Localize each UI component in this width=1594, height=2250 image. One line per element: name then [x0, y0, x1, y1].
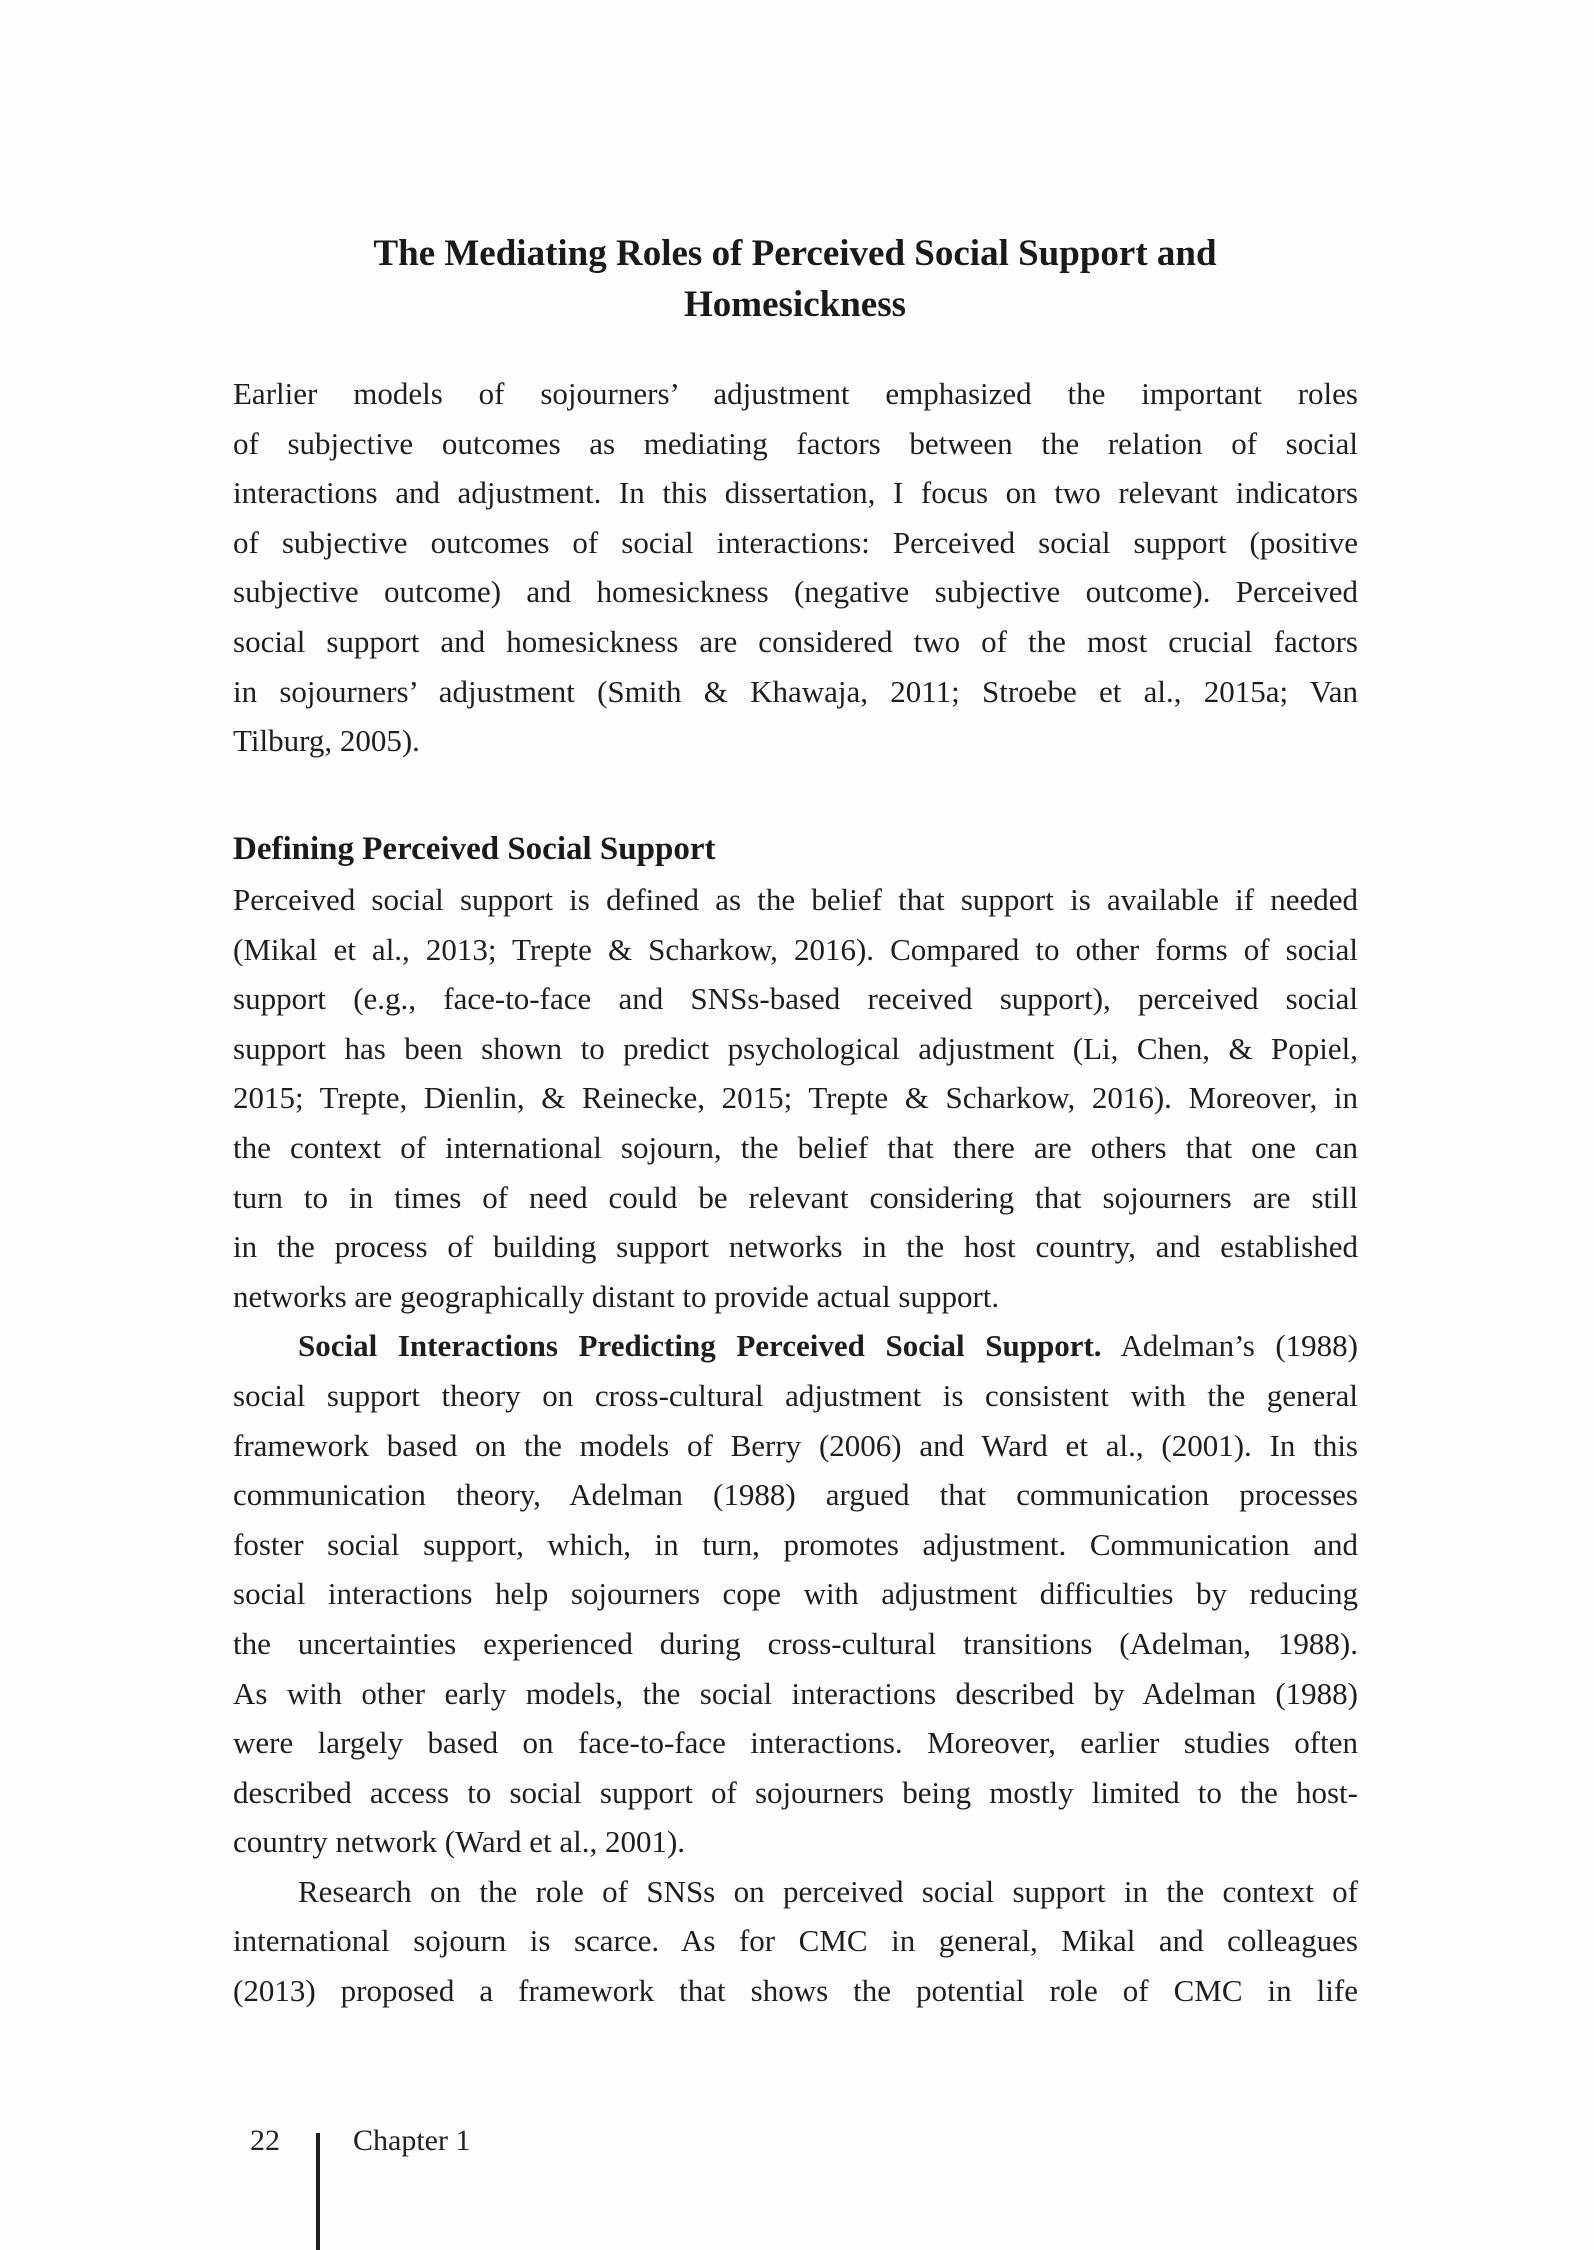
text-line: support has been shown to predict psychological adjustment (Li, Chen, & Popiel, — [233, 1030, 1358, 1066]
page-title-line-2: Homesickness — [684, 284, 906, 325]
text-line: (Mikal et al., 2013; Trepte & Scharkow, 2016). Compared to other forms of social — [233, 931, 1358, 967]
text-line: were largely based on face-to-face interactions. Moreover, earlier studies often — [233, 1725, 1358, 1761]
text-line: 2015; Trepte, Dienlin, & Reinecke, 2015; Trepte & Scharkow, 2016). Moreover, in — [233, 1080, 1358, 1116]
definition-paragraph — [233, 875, 1358, 2016]
text-line: of subjective outcomes of social interactions: Perceived social support (positive — [233, 524, 1358, 560]
text-line: Tilburg, 2005). — [233, 723, 420, 759]
text-line: Research on the role of SNSs on perceived social support in the context of — [298, 1873, 1358, 1909]
text-line: framework based on the models of Berry (2006) and Ward et al., (2001). In this — [233, 1427, 1358, 1463]
text-line: Perceived social support is defined as the belief that support is available if needed — [233, 882, 1358, 917]
text-line: (2013) proposed a framework that shows the potential role of CMC in life — [233, 1973, 1358, 2009]
text-line: turn to in times of need could be relevant considering that sojourners are still — [233, 1179, 1358, 1215]
section-heading: Defining Perceived Social Support — [233, 831, 716, 867]
text-line: social support and homesickness are considered two of the most crucial factors — [233, 623, 1358, 659]
text-line: social interactions help sojourners cope with adjustment difficulties by reducing — [233, 1576, 1358, 1612]
footer-divider — [316, 2133, 320, 2250]
page-title — [232, 228, 1358, 330]
text-line: in the process of building support networks in the host country, and established — [233, 1229, 1358, 1265]
text-line: Earlier models of sojourners’ adjustment emphasized the important roles — [233, 376, 1358, 411]
page-number: 22 — [250, 2124, 280, 2157]
text-line: described access to social support of sojourners being mostly limited to the host- — [233, 1774, 1358, 1810]
subsection-heading: Social Interactions Predicting Perceived Social Support. — [298, 1328, 1102, 1364]
text-line: of subjective outcomes as mediating factors between the relation of social — [233, 425, 1358, 461]
text-line: the context of international sojourn, the belief that there are others that one can — [233, 1129, 1358, 1165]
intro-paragraph — [233, 369, 1358, 766]
text-line: As with other early models, the social interactions described by Adelman (1988) — [233, 1675, 1358, 1711]
text-line: support (e.g., face-to-face and SNSs-based received support), perceived social — [233, 981, 1358, 1017]
running-footer-chapter: Chapter 1 — [353, 2124, 471, 2157]
text-line: foster social support, which, in turn, promotes adjustment. Communication and — [233, 1526, 1358, 1562]
text-line-runin — [233, 1321, 1358, 1371]
text-line: networks are geographically distant to provide actual support. — [233, 1278, 1000, 1314]
text-line: interactions and adjustment. In this dissertation, I focus on two relevant indicators — [233, 475, 1358, 511]
text-line: country network (Ward et al., 2001). — [233, 1824, 686, 1860]
text-line: international sojourn is scarce. As for CMC in general, Mikal and colleagues — [233, 1923, 1358, 1959]
text-line: subjective outcome) and homesickness (negative subjective outcome). Perceived — [233, 574, 1358, 610]
text-line: communication theory, Adelman (1988) argued that communication processes — [233, 1477, 1358, 1513]
text-line: in sojourners’ adjustment (Smith & Khawaja, 2011; Stroebe et al., 2015a; Van — [233, 673, 1358, 709]
text-line: the uncertainties experienced during cross-cultural transitions (Adelman, 1988). — [233, 1625, 1358, 1661]
text-line: social support theory on cross-cultural adjustment is consistent with the general — [233, 1377, 1358, 1413]
page-title-line-1: The Mediating Roles of Perceived Social Support and — [373, 233, 1217, 274]
text-fragment: Adelman’s (1988) — [1101, 1328, 1358, 1364]
